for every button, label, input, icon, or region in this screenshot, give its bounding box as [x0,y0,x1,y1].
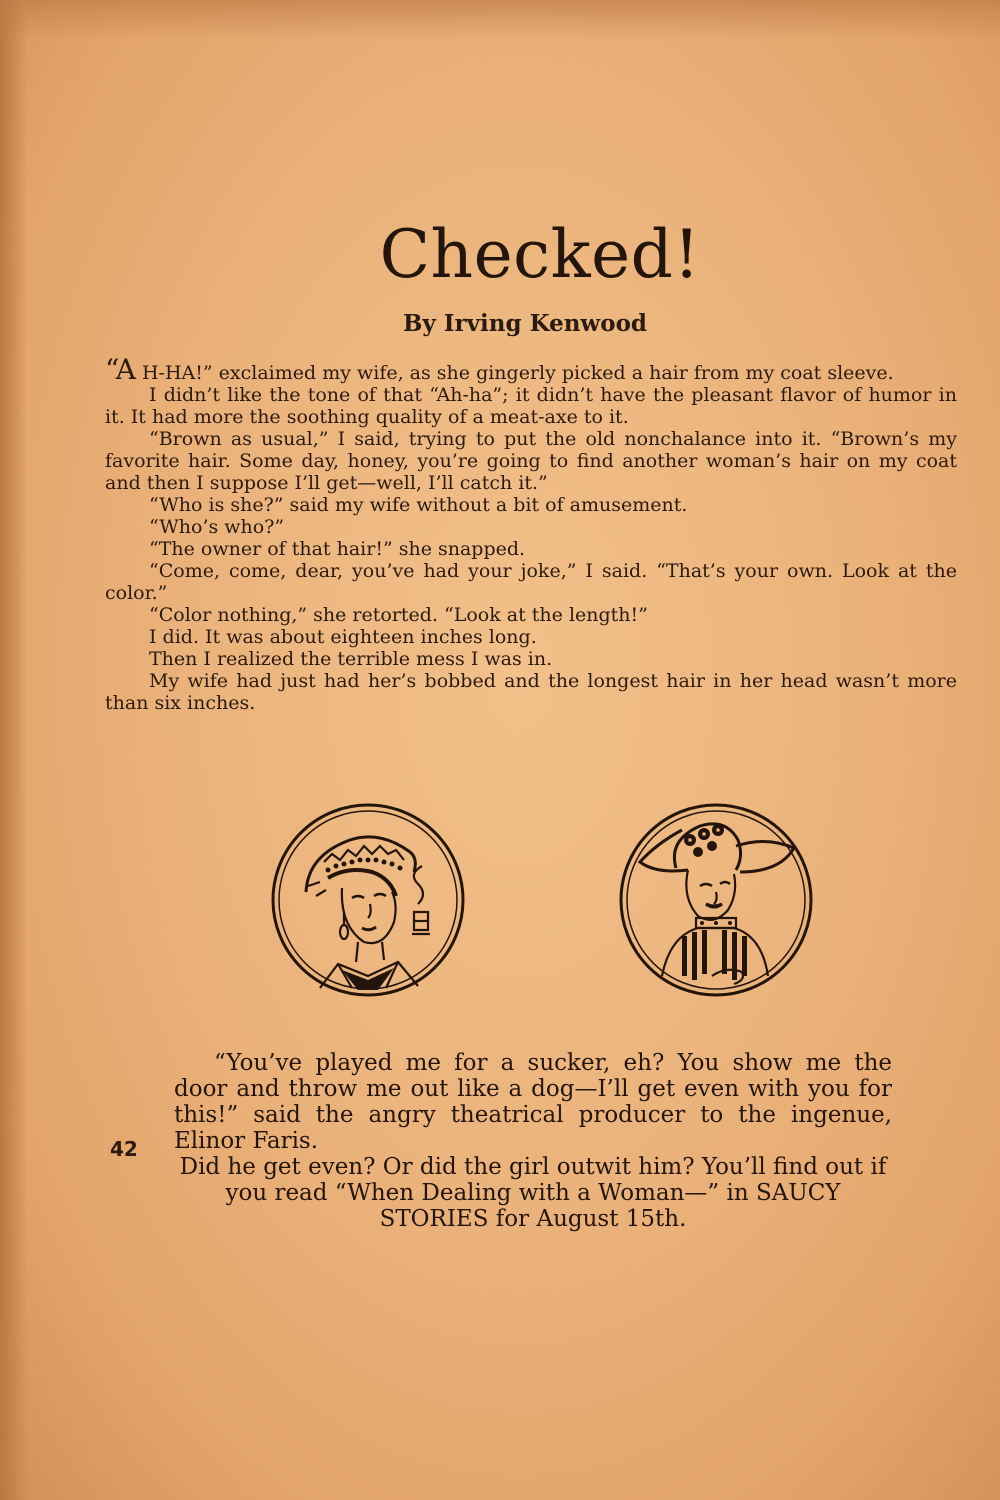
article-paragraph-first [105,353,957,386]
article-paragraph: My wife had just had her’s bobbed and the longest hair in her head wasn’t more than six inches. [105,670,957,714]
article-paragraph: I didn’t like the tone of that “Ah-ha”; it didn’t have the pleasant flavor of humor in it. It had more the soothing quality of a meat-axe to it. [105,384,957,428]
woman-with-beaded-hat-illustration [268,800,468,1000]
drop-cap: “A [105,353,136,386]
page-edge-shadow-top [0,0,1000,40]
article-paragraph: I did. It was about eighteen inches long. [149,626,537,648]
article-paragraph: “Brown as usual,” I said, trying to put the old nonchalance into it. “Brown’s my favorite hair. Some day, honey, you’re going to find another woman’s hair on my coat and then I suppose I’ll get—well, I’ll catch it.” [105,428,957,494]
promo-paragraph-teaser: Did he get even? Or did the girl outwit him? You’ll find out if you read “When Dealing with a Woman—” in SAUCY STORIES for August 15th. [179,1154,887,1232]
promo-paragraph-quote: “You’ve played me for a sucker, eh? You show me the door and throw me out like a dog—I’ll get even with you for this!” said the angry theatrical producer to the ingenue, Elinor Faris. [174,1050,892,1154]
article-paragraph: “The owner of that hair!” she snapped. [149,538,526,560]
article-paragraph: “Come, come, dear, you’ve had your joke,” I said. “That’s your own. Look at the color.” [105,560,957,604]
first-paragraph-text: H-HA!” exclaimed my wife, as she gingerly picked a hair from my coat sleeve. [141,362,894,384]
article-paragraph: Then I realized the terrible mess I was in. [149,648,553,670]
page-number: 42 [110,1137,138,1161]
article-paragraph: “Color nothing,” she retorted. “Look at the length!” [149,604,648,626]
next-issue-promo [174,1050,892,1232]
article-byline: By Irving Kenwood [402,310,647,337]
article-paragraph: “Who is she?” said my wife without a bit of amusement. [149,494,688,516]
article-body [105,353,957,714]
article-paragraph: “Who’s who?” [149,516,285,538]
woman-with-dutch-bonnet-illustration [616,800,816,1000]
article-title: Checked! [379,216,701,293]
